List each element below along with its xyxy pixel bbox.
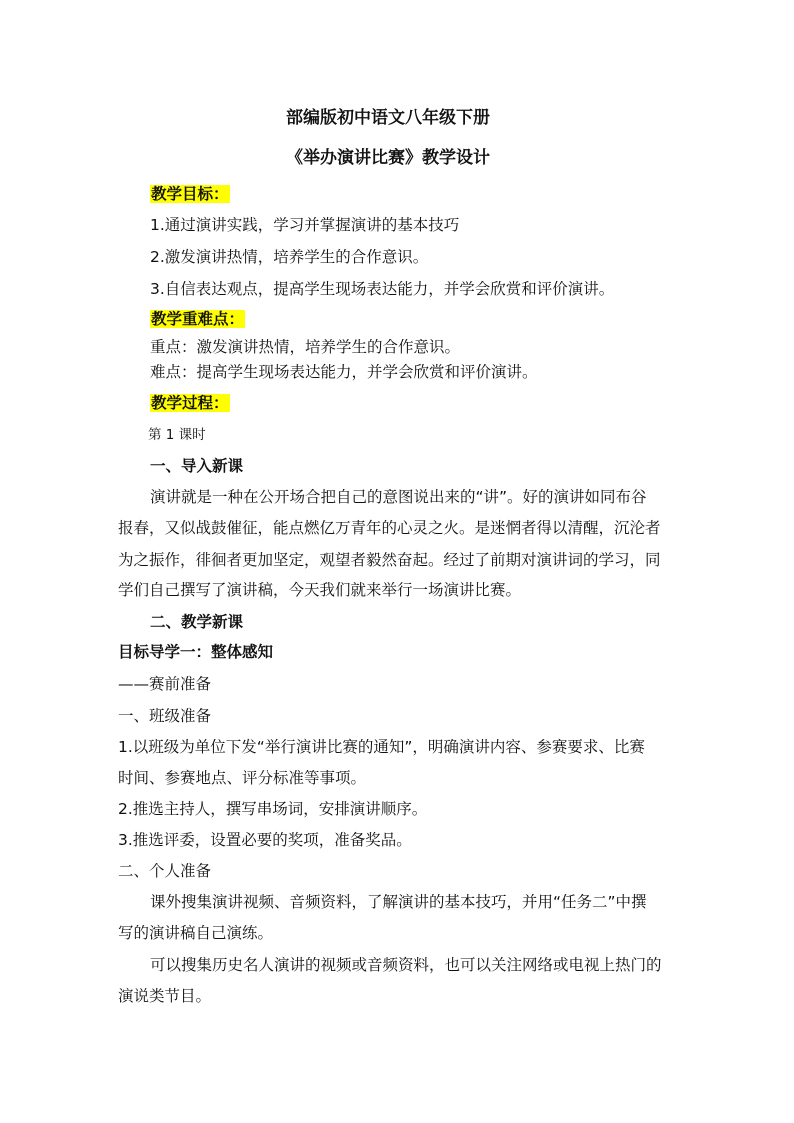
paragraph-line: 学们自己撰写了演讲稿，今天我们就来举行一场演讲比赛。: [118, 581, 522, 599]
highlight: 教学过程：: [151, 394, 229, 412]
goal-item: 2.激发演讲热情，培养学生的合作意识。: [150, 248, 429, 266]
goal-item: 1.通过演讲实践，学习并掌握演讲的基本技巧: [150, 216, 460, 234]
part2-heading: 二、教学新课: [150, 613, 244, 631]
highlight: 教学重难点：: [151, 310, 245, 328]
guide-heading: [118, 642, 273, 662]
paragraph-line: 课外搜集演讲视频、音频资料，了解演讲的基本技巧，并用“任务二”中撰: [150, 893, 647, 911]
class-prep-item: 时间、参赛地点、评分标准等事项。: [118, 769, 367, 787]
paragraph-line: 写的演讲稿自己演练。: [118, 924, 274, 942]
keypoint-text: 重点：激发演讲热情，培养学生的合作意识。: [150, 338, 461, 356]
class-prep-heading: 一、班级准备: [118, 707, 212, 725]
paragraph-line: 报春，又似战鼓催征，能点燃亿万青年的心灵之火。是迷惘者得以清醒，沉沦者: [118, 519, 661, 537]
class-prep-item: 3.推选评委，设置必要的奖项，准备奖品。: [118, 831, 412, 849]
class-prep-item: 1.以班级为单位下发“举行演讲比赛的通知”，明确演讲内容、参赛要求、比赛: [118, 738, 645, 756]
class-prep-item: 2.推选主持人，撰写串场词，安排演讲顺序。: [118, 800, 428, 818]
highlight: 教学目标：: [151, 185, 229, 203]
doc-title-line2: 《举办演讲比赛》教学设计: [286, 148, 490, 168]
personal-prep-heading: 二、个人准备: [118, 862, 212, 880]
doc-title-line1: 部编版初中语文八年级下册: [286, 108, 490, 128]
lesson-label: 第 1 课时: [148, 427, 206, 443]
part1-heading: 一、导入新课: [150, 457, 244, 475]
paragraph-line: 演说类节目。: [118, 987, 212, 1005]
paragraph-line: 为之振作，徘徊者更加坚定，观望者毅然奋起。经过了前期对演讲词的学习，同: [118, 551, 661, 569]
guide-heading-text: 目标导学一：整体感知: [118, 643, 274, 661]
section-heading-keypoints: [150, 309, 245, 329]
guide-subheading: ——赛前准备: [118, 675, 212, 693]
paragraph-line: 可以搜集历史名人演讲的视频或音频资料，也可以关注网络或电视上热门的: [150, 956, 662, 974]
paragraph-line: 演讲就是一种在公开场合把自己的意图说出来的“讲”。好的演讲如同布谷: [150, 488, 647, 506]
goal-item: 3.自信表达观点，提高学生现场表达能力，并学会欣赏和评价演讲。: [150, 280, 615, 298]
section-heading-process: [150, 393, 230, 413]
section-heading-goals: [150, 184, 230, 204]
difficulty-text: 难点：提高学生现场表达能力，并学会欣赏和评价演讲。: [150, 363, 538, 381]
